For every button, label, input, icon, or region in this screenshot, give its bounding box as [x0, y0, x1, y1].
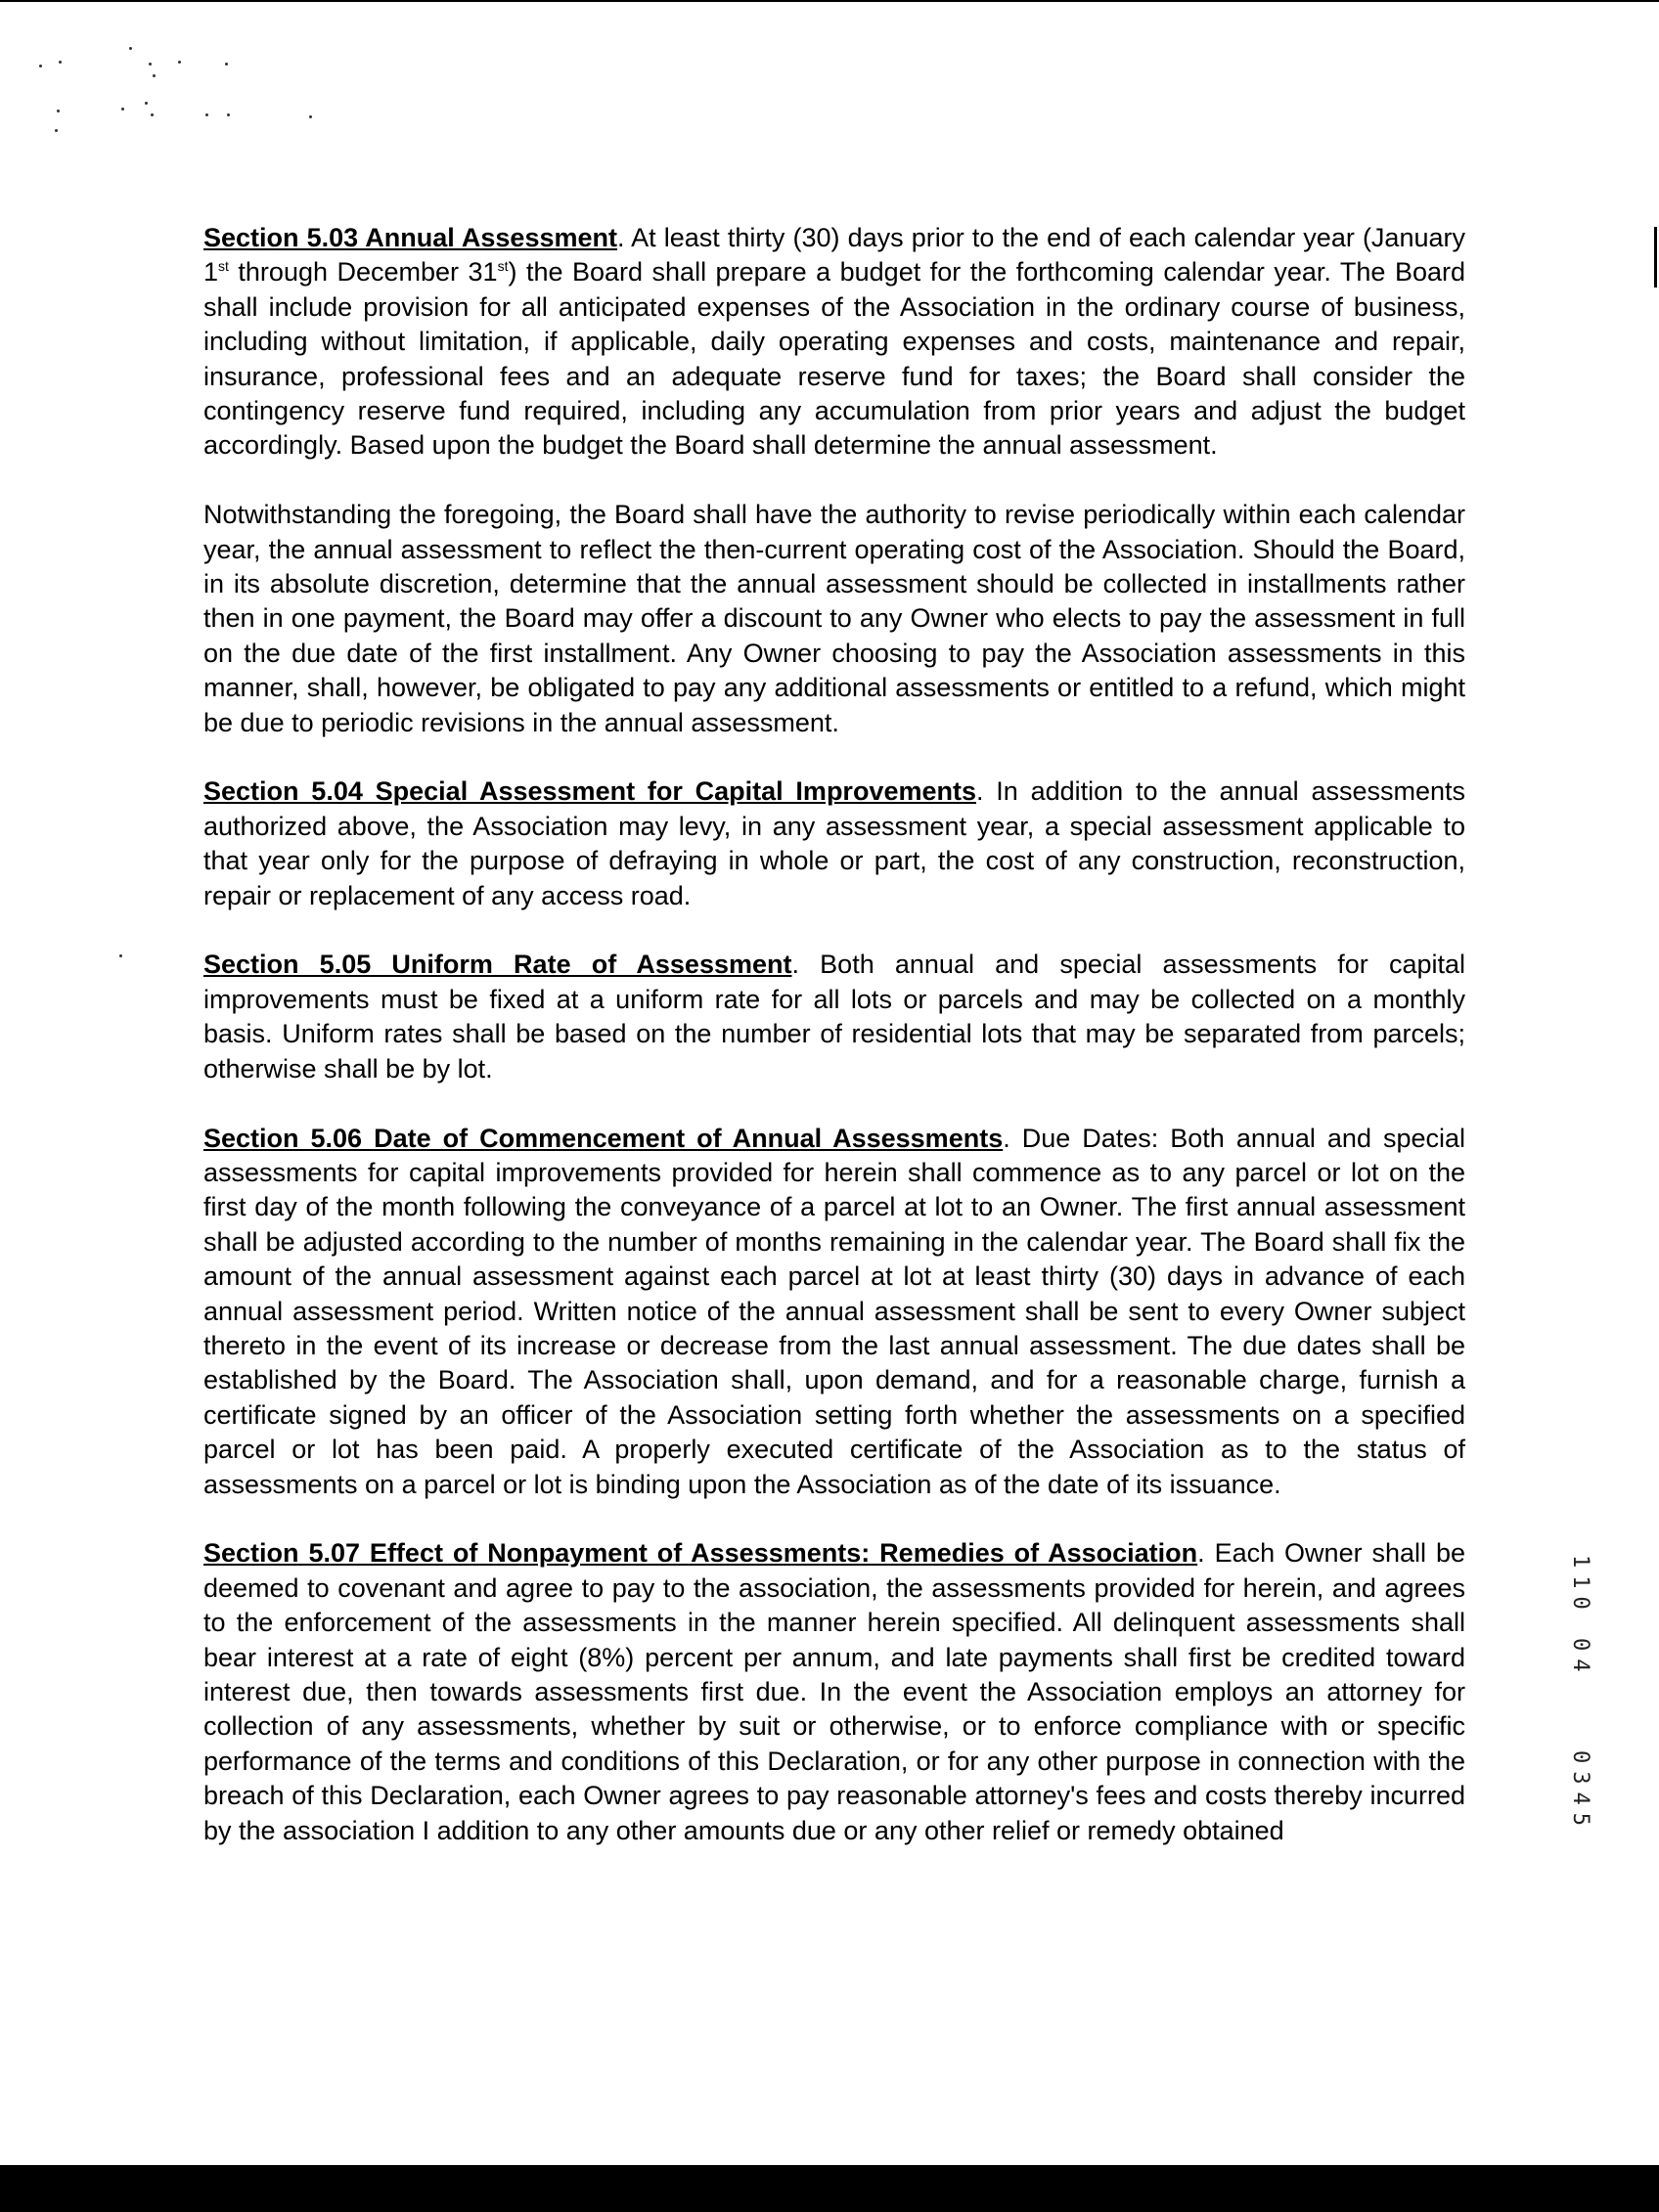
- scan-speck: [227, 113, 230, 116]
- section-heading: Section 5.03 Annual Assessment: [203, 223, 617, 252]
- margin-stamp-upper: 110 04: [1568, 1555, 1592, 1680]
- scan-top-edge: [0, 0, 1659, 2]
- scan-speck: [57, 110, 60, 112]
- scan-speck: [151, 113, 154, 116]
- scan-speck: [119, 954, 122, 957]
- scan-speck: [55, 129, 58, 132]
- paragraph-text: ) the Board shall prepare a budget for the forthcoming calendar year. The Board shall include provision for all anticipated expenses of the Association in the ordinary course of business, including without limitation, if applicable, daily operating expenses and costs, maintenance and repair, insurance, professional fees and an adequate reserve fund for taxes; the Board shall consider the contingency reserve fund required, including any accumulation from prior years and adjust the budget accordingly. Based upon the budget the Board shall determine the annual assessment.: [203, 257, 1465, 461]
- scan-speck: [59, 61, 62, 64]
- paragraph-text: through December 31: [228, 257, 498, 288]
- paragraph-text: . Both annual and special assessments for capital improvements must be fixed at a uniform rate for all lots or parcels and may be collected on a monthly basis. Uniform rates shall be based on the number of residential lots that may be separated from parcels; otherwise shall be by lot.: [203, 950, 1465, 1084]
- margin-stamp-lower: 0345: [1568, 1750, 1592, 1834]
- section-5-04: [203, 774, 1465, 913]
- section-heading: Section 5.07 Effect of Nonpayment of Assessments: Remedies of Association: [203, 1538, 1198, 1569]
- scan-speck: [205, 113, 208, 116]
- scan-bottom-edge: [0, 2165, 1659, 2212]
- section-heading: Section 5.06 Date of Commencement of Annual Assessments: [203, 1123, 1004, 1153]
- scan-speck: [39, 65, 42, 67]
- paragraph-text: . Due Dates: Both annual and special assessments for capital improvements provided for herein shall commence as to any parcel or lot on the first day of the month following the conveyance of a parcel at lot to an Owner. The first annual assessment shall be adjusted according to the number of months remaining in the calendar year. The Board shall fix the amount of the annual assessment against each parcel at lot at least thirty (30) days in advance of each annual assessment period. Written notice of the annual assessment shall be sent to every Owner subject thereto in the event of its increase or decrease from the last annual assessment. The due dates shall be established by the Board. The Association shall, upon demand, and for a reasonable charge, furnish a certificate signed by an officer of the Association setting forth whether the assessments on a specified parcel or lot has been paid. A properly executed certificate of the Association as to the status of assessments on a parcel or lot is binding upon the Association as of the date of its issuance.: [203, 1123, 1466, 1499]
- scan-edge-mark: [1654, 227, 1657, 288]
- scan-speck: [145, 102, 148, 105]
- paragraph-text: . Each Owner shall be deemed to covenant and agree to pay to the association, the assessments provided for herein, and agrees to the enforcement of the assessments in the manner herein specified. All delinquent assessments shall bear interest at a rate of eight (8%) percent per annum, and late payments shall first be credited toward interest due, then towards assessments first due. In the event the Association employs an attorney for collection of any assessments, whether by suit or otherwise, or to enforce compliance with or specific performance of the terms and conditions of this Declaration, or for any other purpose in connection with the breach of this Declaration, each Owner agrees to pay reasonable attorney's fees and costs thereby incurred by the association I addition to any other amounts due or any other relief or remedy obtained: [203, 1538, 1465, 1845]
- paragraph-text: . At least thirty (30) days prior to the end of each calendar year (January 1: [203, 223, 1465, 288]
- scan-speck: [153, 74, 156, 77]
- notwithstanding-paragraph: [203, 498, 1465, 740]
- paragraph-text: . In addition to the annual assessments authorized above, the Association may levy, in any assessment year, a special assessment applicable to that year only for the purpose of defraying in whole or part, the cost of any construction, reconstruction, repair or replacement of any access road.: [203, 776, 1466, 910]
- scan-speck: [121, 108, 124, 111]
- scan-speck: [309, 115, 312, 118]
- scan-speck: [225, 63, 228, 66]
- section-5-05: [203, 948, 1465, 1086]
- section-5-03: [203, 221, 1465, 464]
- scan-speck: [129, 47, 132, 50]
- body-text: [203, 221, 1465, 1882]
- scan-speck: [178, 61, 181, 64]
- section-5-07: [203, 1536, 1465, 1848]
- superscript: st: [497, 258, 509, 275]
- section-heading: Section 5.04 Special Assessment for Capital Improvements: [203, 776, 976, 807]
- scan-speck: [149, 63, 152, 66]
- section-5-06: [203, 1122, 1465, 1502]
- superscript: st: [218, 258, 229, 275]
- section-heading: Section 5.05 Uniform Rate of Assessment: [203, 950, 792, 980]
- paragraph-text: Notwithstanding the foregoing, the Board shall have the authority to revise periodically within each calendar year, the annual assessment to reflect the then-current operating cost of the Association. Should the Board, in its absolute discretion, determine that the annual assessment should be collected in installments rather then in one payment, the Board may offer a discount to any Owner who elects to pay the assessment in full on the due date of the first installment. Any Owner choosing to pay the Association assessments in this manner, shall, however, be obligated to pay any additional assessments or entitled to a refund, which might be due to periodic revisions in the annual assessment.: [203, 500, 1465, 737]
